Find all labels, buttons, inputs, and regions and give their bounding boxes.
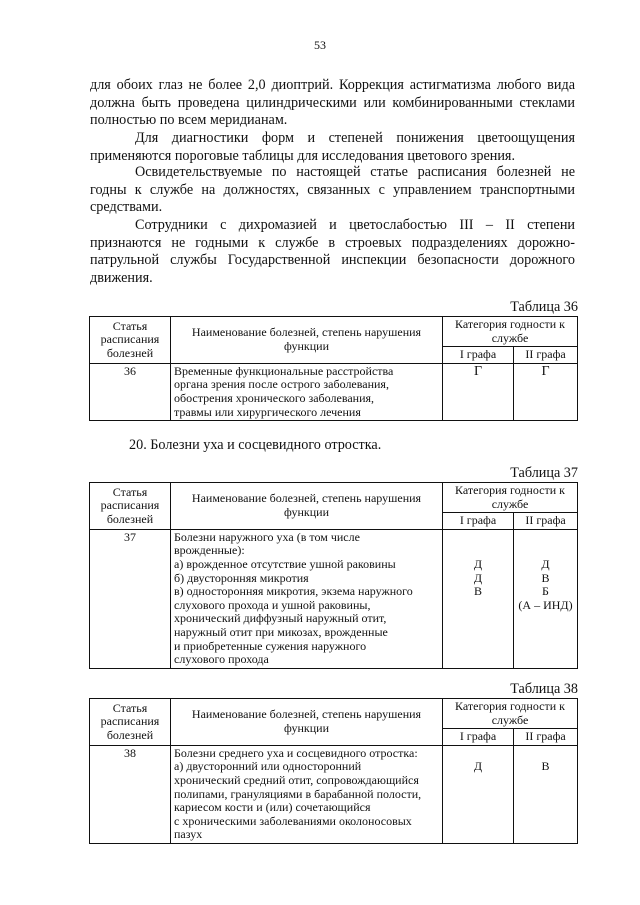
description-line: полипами, грануляциями в барабанной полости, — [174, 786, 422, 801]
disease-description — [171, 363, 443, 420]
category-line: (А – ИНД) — [518, 597, 573, 612]
category-col2: Г — [514, 363, 578, 420]
header-category: Категория годности к службе — [443, 699, 578, 729]
description-line: хронический средний отит, сопровождающийся — [174, 772, 419, 787]
description-line: и приобретенные сужения наружного — [174, 638, 367, 653]
description-line: врожденные): — [174, 543, 245, 558]
header-col2: II графа — [514, 513, 578, 530]
category-line — [446, 747, 510, 761]
disease-description — [171, 529, 443, 668]
header-name: Наименование болезней, степень нарушения функции — [171, 699, 443, 746]
description-line: хронический диффузный наружный отит, — [174, 611, 387, 626]
header-category: Категория годности к службе — [443, 483, 578, 513]
table-36 — [89, 316, 578, 421]
disease-description — [171, 745, 443, 843]
paragraph-1: для обоих глаз не более 2,0 диоптрий. Коррекция астигматизма любого вида должна быть проведена цилиндрическими или комбинированными стеклами полностью по всем меридианам. — [90, 77, 575, 128]
article-number: 37 — [90, 529, 171, 668]
header-name: Наименование болезней, степень нарушения функции — [171, 483, 443, 530]
table-36-caption: Таблица 36 — [510, 299, 578, 315]
header-col2: II графа — [514, 729, 578, 746]
table-row — [90, 529, 578, 668]
description-line: слухового прохода — [174, 652, 269, 667]
header-category: Категория годности к службе — [443, 317, 578, 347]
description-line: Болезни среднего уха и сосцевидного отростка: — [174, 745, 418, 760]
paragraph-4: Сотрудники с дихромазией и цветослабостью III – II степени признаются не годными к службе в строевых подразделениях дорожно-патрульной службы Государственной инспекции безопасности дорожного движения. — [90, 217, 575, 286]
category-line: В — [541, 570, 550, 585]
category-line — [517, 531, 574, 545]
description-line: слухового прохода и ушной раковины, — [174, 597, 371, 612]
page-number: 53 — [314, 38, 326, 52]
category-line: Б — [542, 584, 549, 599]
category-line — [446, 544, 510, 558]
header-col1: I графа — [443, 729, 514, 746]
description-line: органа зрения после острого заболевания, — [174, 377, 389, 392]
category-col1: Г — [443, 363, 514, 420]
category-line: Д — [473, 759, 483, 774]
category-line — [517, 747, 574, 761]
header-article: Статья расписания болезней — [90, 317, 171, 364]
header-col1: I графа — [443, 347, 514, 364]
category-col1 — [443, 745, 514, 843]
category-line: В — [473, 584, 482, 599]
header-col1: I графа — [443, 513, 514, 530]
table-38 — [89, 698, 578, 844]
header-col2: II графа — [514, 347, 578, 364]
table-37 — [89, 482, 578, 669]
category-col2 — [514, 529, 578, 668]
description-line: наружный отит при микозах, врожденные — [174, 624, 388, 639]
table-row — [90, 363, 578, 420]
paragraph-3: Освидетельствуемые по настоящей статье расписания болезней не годны к службе на должностях, связанных с управлением транспортными средствами. — [90, 164, 575, 215]
description-line: Временные функциональные расстройства — [174, 363, 394, 378]
description-line: с хроническими заболеваниями околоносовых — [174, 813, 412, 828]
category-line — [446, 531, 510, 545]
category-line: В — [541, 759, 550, 774]
table-row — [90, 745, 578, 843]
header-article: Статья расписания болезней — [90, 483, 171, 530]
description-line: Болезни наружного уха (в том числе — [174, 529, 360, 544]
article-number: 38 — [90, 745, 171, 843]
description-line: кариесом кости и (или) сочетающийся — [174, 800, 371, 815]
header-name: Наименование болезней, степень нарушения функции — [171, 317, 443, 364]
description-line: в) односторонняя микротия, экзема наружного — [174, 584, 413, 599]
table-38-caption: Таблица 38 — [510, 681, 578, 697]
category-line — [517, 544, 574, 558]
description-line: пазух — [174, 827, 203, 842]
description-line: а) двусторонний или односторонний — [174, 759, 362, 774]
paragraph-2: Для диагностики форм и степеней понижения цветоощущения применяются пороговые таблицы для исследования цветового зрения. — [90, 130, 575, 164]
section-heading: 20. Болезни уха и сосцевидного отростка. — [129, 437, 382, 453]
header-article: Статья расписания болезней — [90, 699, 171, 746]
description-line: а) врожденное отсутствие ушной раковины — [174, 556, 396, 571]
category-line: Д — [473, 556, 483, 571]
category-col1 — [443, 529, 514, 668]
description-line: б) двусторонняя микротия — [174, 570, 309, 585]
article-number: 36 — [90, 363, 171, 420]
category-line: Д — [541, 556, 550, 571]
description-line: обострения хронического заболевания, — [174, 390, 375, 405]
table-37-caption: Таблица 37 — [510, 465, 578, 481]
category-col2 — [514, 745, 578, 843]
category-line: Д — [473, 570, 483, 585]
description-line: травмы или хирургического лечения — [174, 404, 361, 419]
